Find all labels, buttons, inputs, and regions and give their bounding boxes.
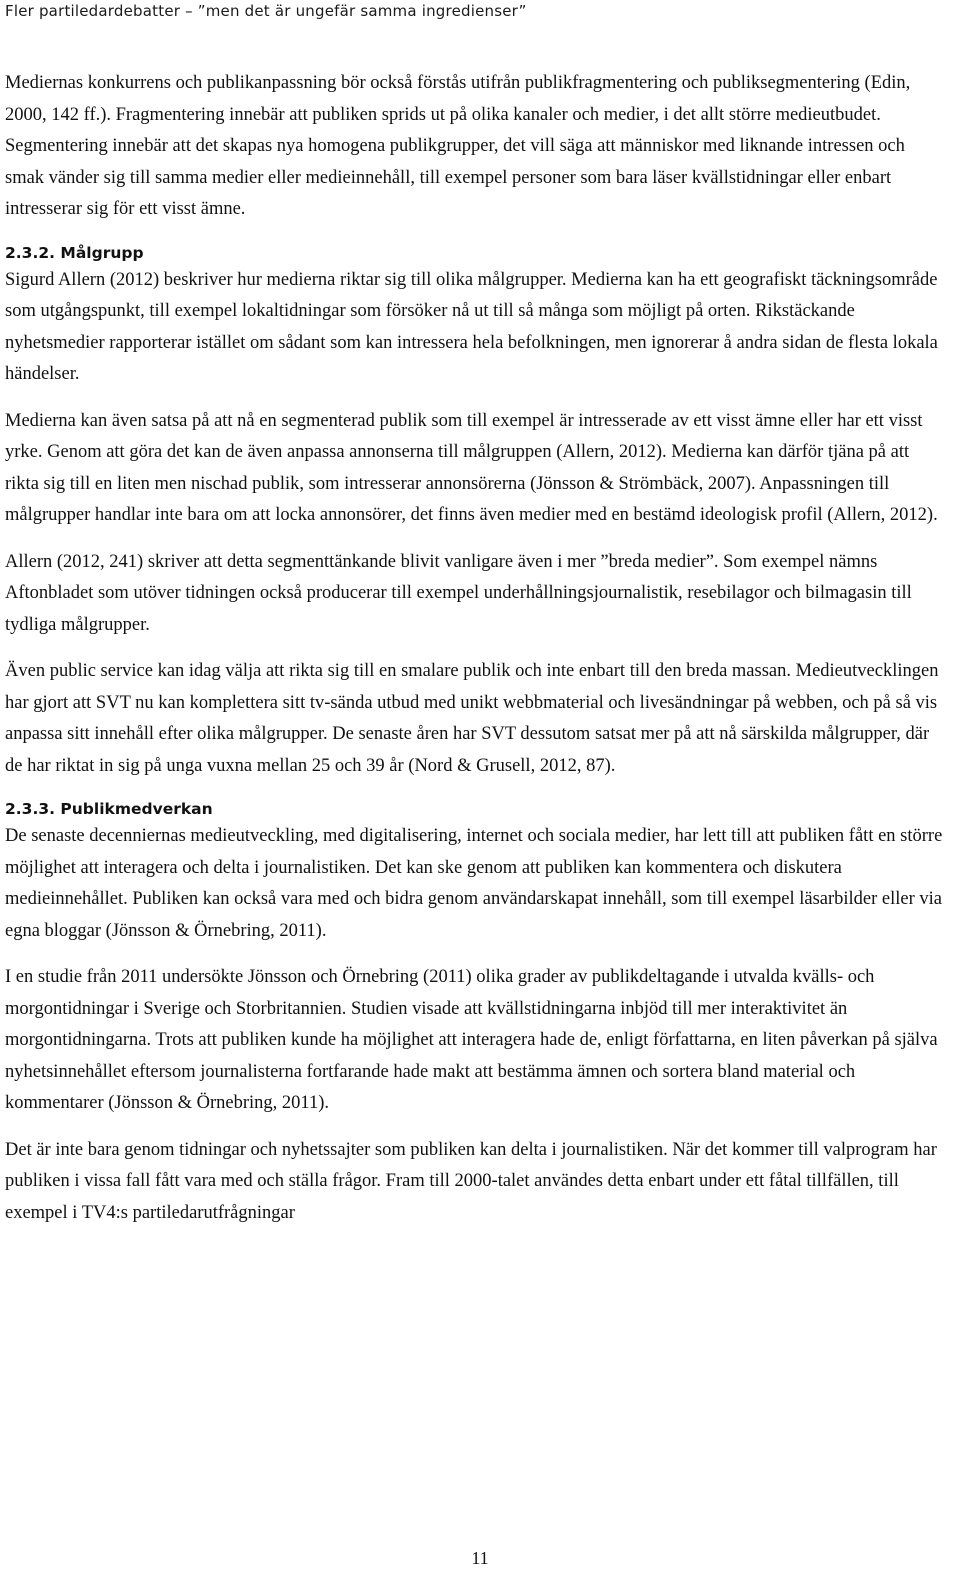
- paragraph: Mediernas konkurrens och publikanpassning bör också förstås utifrån publikfragmentering och publiksegmentering (Edin, 2000, 142 ff.). Fragmentering innebär att publiken sprids ut på olika kanaler och medier, i det allt större medieutbudet. Segmentering innebär att det skapas nya homogena publikgrupper, det vill säga att människor med liknande intressen och smak vänder sig till samma medier eller medieinnehåll, till exempel personer som bara läser kvällstidningar eller enbart intresserar sig för ett visst ämne.: [5, 73, 911, 219]
- paragraph: Medierna kan även satsa på att nå en segmenterad publik som till exempel är intresserade av ett visst ämne eller har ett visst yrke. Genom att göra det kan de även anpassa annonserna till målgruppen (Allern, 2012). Medierna kan därför tjäna på att rikta sig till en liten men nischad publik, som intresserar annonsörerna (Jönsson & Strömbäck, 2007). Anpassningen till målgrupper handlar inte bara om att locka annonsörer, det finns även medier med en bestämd ideologisk profil (Allern, 2012).: [5, 410, 938, 525]
- body-text: [5, 68, 945, 1244]
- section-heading: 2.3.2. Målgrupp: [5, 243, 144, 262]
- paragraph: Sigurd Allern (2012) beskriver hur medierna riktar sig till olika målgrupper. Medierna kan ha ett geografiskt täckningsområde som utgångspunkt, till exempel lokaltidningar som försöker nå ut till så många som möjligt på orten. Rikstäckande nyhetsmedier rapporterar istället om sådant som kan intressera hela befolkningen, men ignorerar å andra sidan de flesta lokala händelser.: [5, 269, 938, 384]
- paragraph: I en studie från 2011 undersökte Jönsson och Örnebring (2011) olika grader av publikdeltagande i utvalda kvälls- och morgontidningar i Sverige och Storbritannien. Studien visade att kvällstidningarna inbjöd till mer interaktivitet än morgontidningarna. Trots att publiken kunde ha möjlighet att interagera hade de, enligt författarna, en liten påverkan på själva nyhetsinnehållet eftersom journalisterna fortfarande hade makt att bestämma ämnen och sortera bland material och kommentarer (Jönsson & Örnebring, 2011).: [5, 967, 938, 1113]
- paragraph: Även public service kan idag välja att rikta sig till en smalare publik och inte enbart till den breda massan. Medieutvecklingen har gjort att SVT nu kan komplettera sitt tv-sända utbud med unikt webbmaterial och livesändningar på webben, och på så vis anpassa sitt innehåll efter olika målgrupper. De senaste åren har SVT dessutom satsat mer på att nå särskilda målgrupper, där de har riktat in sig på unga vuxna mellan 25 och 39 år (Nord & Grusell, 2012, 87).: [5, 661, 939, 776]
- section-heading: 2.3.3. Publikmedverkan: [5, 800, 213, 818]
- paragraph: De senaste decenniernas medieutveckling, med digitalisering, internet och sociala medier, har lett till att publiken fått en större möjlighet att interagera och delta i journalistiken. Det kan ske genom att publiken kan kommentera och diskutera medieinnehållet. Publiken kan också vara med och bidra genom användarskapat innehåll, som till exempel läsarbilder eller via egna bloggar (Jönsson & Örnebring, 2011).: [5, 826, 943, 941]
- paragraph: Allern (2012, 241) skriver att detta segmenttänkande blivit vanligare även i mer ”breda medier”. Som exempel nämns Aftonbladet som utöver tidningen också producerar till exempel underhållningsjournalistik, resebilagor och bilmagasin till tydliga målgrupper.: [5, 551, 912, 635]
- running-header: Fler partiledardebatter – ”men det är ungefär samma ingredienser”: [5, 2, 527, 20]
- page-number: 11: [471, 1548, 489, 1568]
- paragraph: Det är inte bara genom tidningar och nyhetssajter som publiken kan delta i journalistiken. När det kommer till valprogram har publiken i vissa fall fått vara med och ställa frågor. Fram till 2000-talet användes detta enbart under ett fåtal tillfällen, till exempel i TV4:s partiledarutfrågningar: [5, 1139, 937, 1223]
